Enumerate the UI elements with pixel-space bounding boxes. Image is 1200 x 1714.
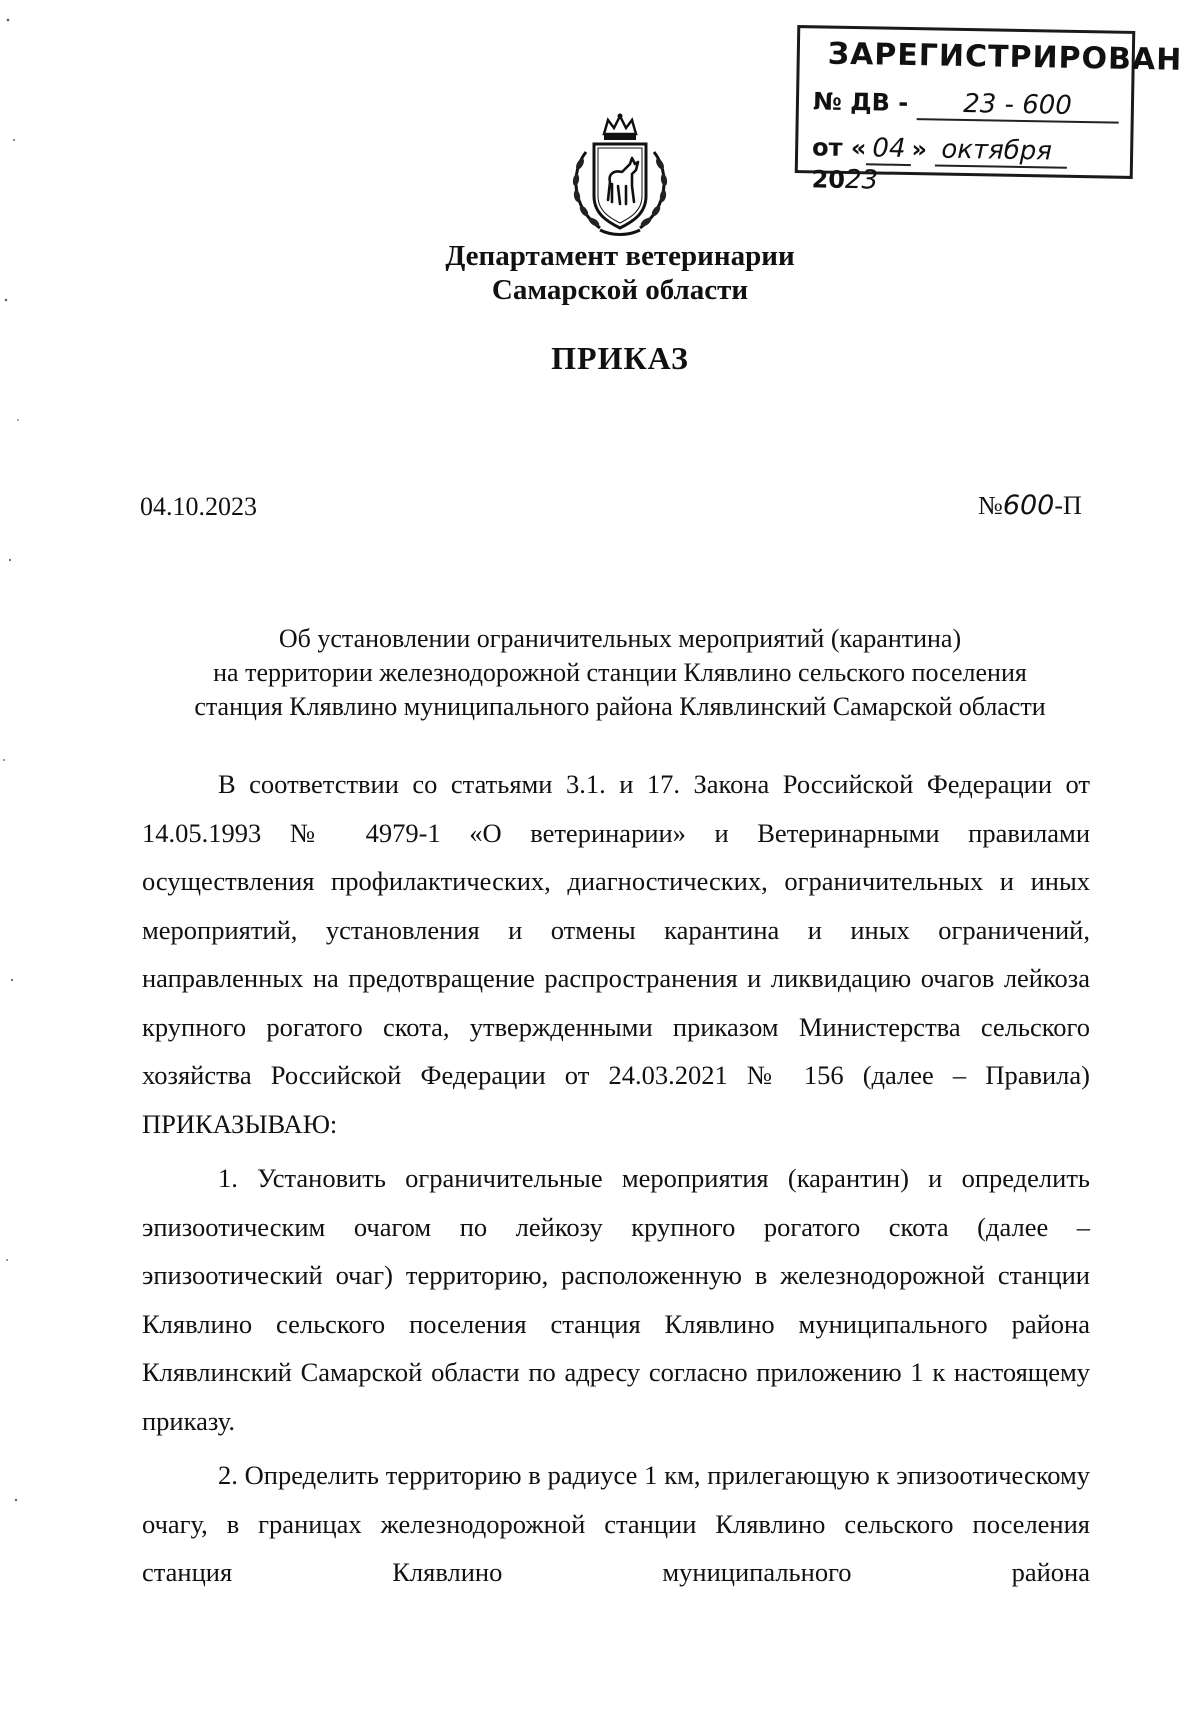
body-paragraph-item-1: 1. Установить ограничительные мероприятия (карантин) и определить эпизоотическим очагом по лейкозу крупного рогатого скота (далее – эпизоотический очаг) территорию, расположенную в железнодорожной станции Клявлино сельского поселения станция Клявлино муниципального района Клявлинский Самарской области по адресу согласно приложению 1 к настоящему приказу. xyxy=(142,1163,1090,1436)
stamp-date-month: октября xyxy=(935,134,1068,168)
department-name-line2: Самарской области xyxy=(491,274,749,306)
subject-line1: Об установлении ограничительных мероприятий (карантина) xyxy=(278,624,962,653)
order-body xyxy=(142,760,1090,1597)
stamp-date-mid: » xyxy=(911,135,928,164)
document-type-title: ПРИКАЗ xyxy=(551,340,689,376)
stamp-date-line xyxy=(811,132,1130,200)
stamp-date-year-prefix: 20 xyxy=(811,165,846,194)
order-subject xyxy=(100,622,1140,724)
stamp-number-value: 23 - 600 xyxy=(916,88,1119,124)
stamp-date-prefix: от « xyxy=(811,133,867,163)
order-number xyxy=(978,490,1082,521)
stamp-date-year-suffix: 23 xyxy=(844,164,879,196)
registration-stamp xyxy=(795,25,1183,196)
body-paragraph-preamble: В соответствии со статьями 3.1. и 17. Закона Российской Федерации от 14.05.1993 № 4979-1 «О ветеринарии» и Ветеринарными правилами осуществления профилактических, диагностических, ограничительных и иных мероприятий, установления и отмены карантина и иных ограничений, направленных на предотвращение распространения и ликвидацию очагов лейкоза крупного рогатого скота, утвержденными приказом Министерства сельского хозяйства Российской Федерации от 24.03.2021 № 156 (далее – Правила) ПРИКАЗЫВАЮ: xyxy=(142,769,1090,1139)
order-number-prefix: № xyxy=(978,491,1003,520)
stamp-number-label: № ДВ - xyxy=(812,87,909,118)
order-date: 04.10.2023 xyxy=(140,492,257,521)
stamp-title: ЗАРЕГИСТРИРОВАН xyxy=(827,36,1183,78)
stamp-date-day: 04 xyxy=(866,133,912,166)
stamp-number-line xyxy=(813,86,1119,123)
department-name-line1: Департамент ветеринарии xyxy=(445,240,795,272)
coat-of-arms-icon xyxy=(560,112,680,240)
subject-line2: на территории железнодорожной станции Клявлино сельского поселения xyxy=(213,658,1027,687)
body-paragraph-item-2: 2. Определить территорию в радиусе 1 км, прилегающую к эпизоотическому очагу, в границах железнодорожной станции Клявлино сельского поселения станция Клявлино муниципального района xyxy=(142,1460,1090,1587)
order-number-handwritten: 600 xyxy=(1002,490,1055,521)
order-number-suffix: -П xyxy=(1054,491,1082,520)
subject-line3: станция Клявлино муниципального района Клявлинский Самарской области xyxy=(194,692,1046,721)
